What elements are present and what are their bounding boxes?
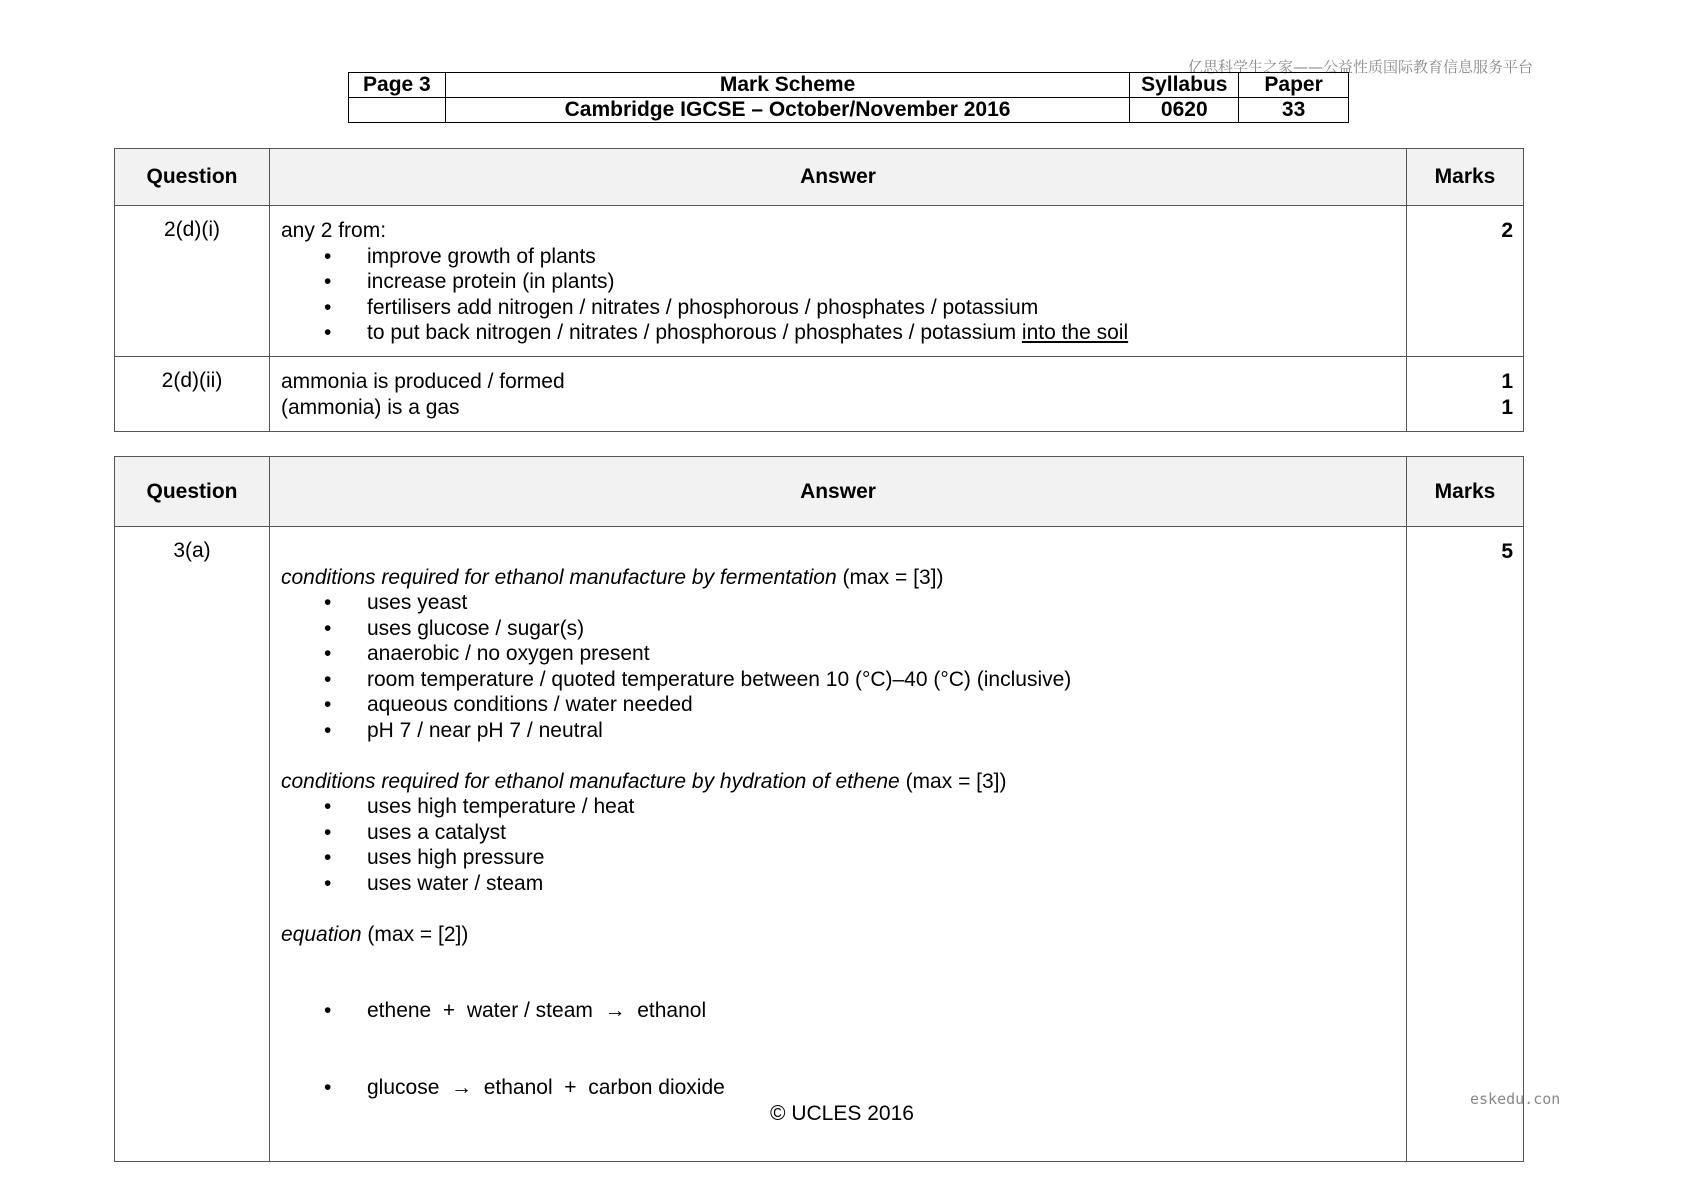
marks-header: Marks xyxy=(1407,149,1524,206)
mark-table-1 xyxy=(114,148,1524,432)
answer-cell xyxy=(270,206,1407,357)
paper-label: Paper xyxy=(1239,73,1349,98)
list-item: • ethene + water / steam → ethanol xyxy=(281,998,1396,1024)
table-row xyxy=(115,357,1524,432)
answer-line: ammonia is produced / formed xyxy=(281,370,565,393)
syllabus-code: 0620 xyxy=(1130,98,1239,123)
marks-value: 2 xyxy=(1407,206,1524,357)
answer-header: Answer xyxy=(270,149,1407,206)
list-item: • uses a catalyst xyxy=(281,820,1396,846)
question-number: 2(d)(i) xyxy=(115,206,270,357)
list-item: • uses high temperature / heat xyxy=(281,794,1396,820)
mark-table-2 xyxy=(114,456,1524,1162)
watermark-bottom: eskedu.con xyxy=(1470,1090,1561,1108)
list-item: • uses yeast xyxy=(281,590,1396,616)
section-heading xyxy=(281,922,1396,948)
list-item: • uses high pressure xyxy=(281,845,1396,871)
heading-suffix: (max = [3]) xyxy=(899,769,1007,793)
page-label: Page 3 xyxy=(349,73,446,98)
paper-code: 33 xyxy=(1239,98,1349,123)
list-item: • uses water / steam xyxy=(281,871,1396,897)
heading-suffix: (max = [2]) xyxy=(361,922,469,946)
bullet-text: to put back nitrogen / nitrates / phosphorous / phosphates / potassium xyxy=(367,321,1022,344)
list-item: • improve growth of plants xyxy=(281,244,1396,270)
answer-bullet-list xyxy=(281,244,1396,346)
syllabus-label: Syllabus xyxy=(1130,73,1239,98)
section-heading xyxy=(281,769,1396,795)
page-blank xyxy=(349,98,446,123)
header-table xyxy=(348,72,1349,123)
italic-heading: conditions required for ethanol manufacture by fermentation xyxy=(281,565,837,589)
italic-heading: equation xyxy=(281,922,362,946)
marks-value: 5 xyxy=(1407,527,1524,1162)
marks-value: 1 xyxy=(1501,395,1513,419)
marks-header: Marks xyxy=(1407,457,1524,527)
question-header: Question xyxy=(115,457,270,527)
list-item: • increase protein (in plants) xyxy=(281,269,1396,295)
underlined-text: into the soil xyxy=(1021,321,1129,344)
table-row xyxy=(115,527,1524,1162)
list-item xyxy=(281,320,1396,346)
answer-header: Answer xyxy=(270,457,1407,527)
list-item: • aqueous conditions / water needed xyxy=(281,692,1396,718)
list-item: • room temperature / quoted temperature between 10 (°C)–40 (°C) (inclusive) xyxy=(281,667,1396,693)
doc-title: Mark Scheme xyxy=(445,73,1130,98)
section-heading xyxy=(281,565,1396,591)
question-header: Question xyxy=(115,149,270,206)
answer-line: (ammonia) is a gas xyxy=(281,395,460,419)
answer-cell xyxy=(270,357,1407,432)
table-row xyxy=(115,206,1524,357)
list-item: • fertilisers add nitrogen / nitrates / phosphorous / phosphates / potassium xyxy=(281,295,1396,321)
question-number: 2(d)(ii) xyxy=(115,357,270,432)
italic-heading: conditions required for ethanol manufacture by hydration of ethene xyxy=(281,769,900,793)
heading-suffix: (max = [3]) xyxy=(836,565,944,589)
answer-cell xyxy=(270,527,1407,1162)
list-item: • uses glucose / sugar(s) xyxy=(281,616,1396,642)
answer-bullet-list xyxy=(281,794,1396,896)
answer-intro: any 2 from: xyxy=(281,219,387,242)
marks-cell xyxy=(1407,357,1524,432)
answer-bullet-list xyxy=(281,590,1396,743)
exam-name: Cambridge IGCSE – October/November 2016 xyxy=(445,98,1130,123)
list-item: • anaerobic / no oxygen present xyxy=(281,641,1396,667)
footer-copyright: © UCLES 2016 xyxy=(770,1102,914,1125)
watermark-top: 亿思科学生之家——公益性质国际教育信息服务平台 xyxy=(1188,58,1534,76)
question-number: 3(a) xyxy=(115,527,270,1162)
list-item: • pH 7 / near pH 7 / neutral xyxy=(281,718,1396,744)
marks-value: 1 xyxy=(1501,370,1513,393)
list-item: • glucose → ethanol + carbon dioxide xyxy=(281,1075,1396,1101)
